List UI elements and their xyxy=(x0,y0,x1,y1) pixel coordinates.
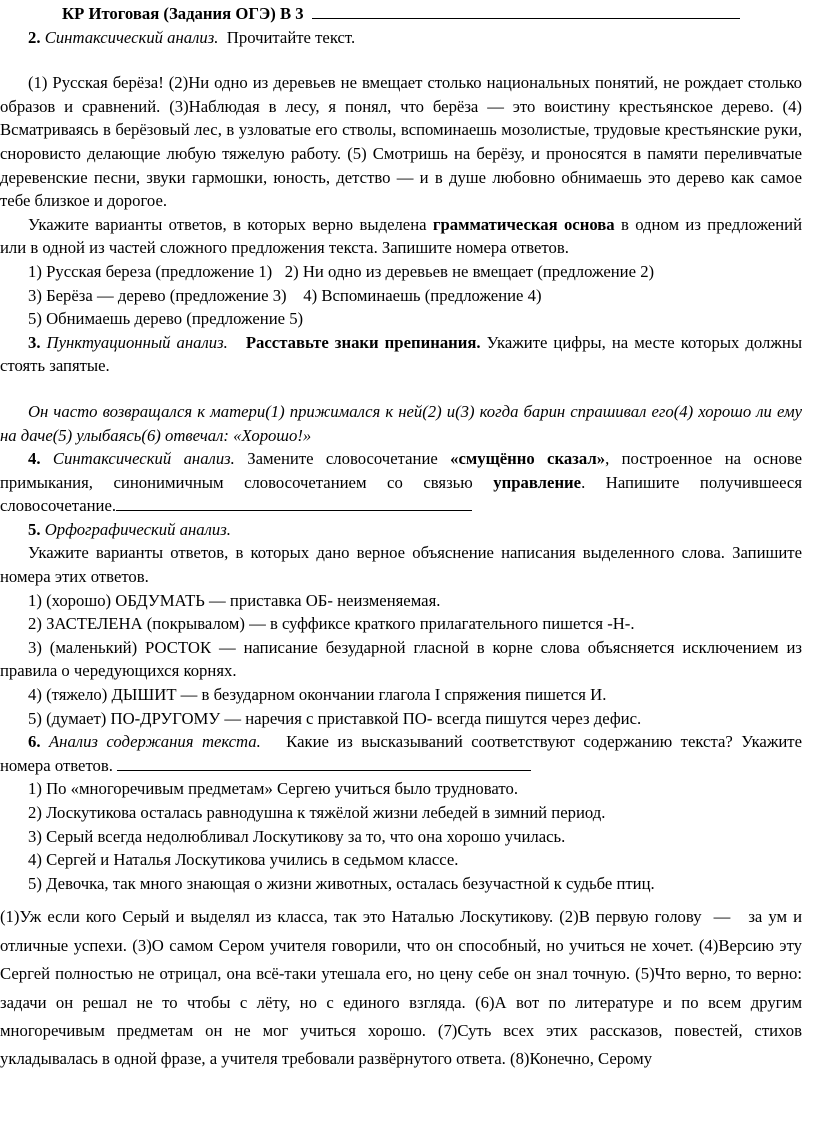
spacer xyxy=(0,895,816,903)
task4-label: Синтаксический анализ. xyxy=(52,449,235,469)
task3-sentence-text: Он часто возвращался к матери(1) прижимался к ней(2) и(3) когда барин спрашивал его(4) хорошо ли ему на даче(5) улыбаясь(6) отвечал: «Хорошо!» xyxy=(0,401,802,445)
task2-question-bold: грамматическая основа xyxy=(432,214,615,234)
task2-number: 2. xyxy=(28,27,41,47)
task2-options-row-1: 1) Русская береза (предложение 1) 2) Ни одно из деревьев не вмещает (предложение 2) xyxy=(28,261,655,281)
task6-label: Анализ содержания текста. xyxy=(48,732,261,752)
task2-instruction: Прочитайте текст. xyxy=(226,27,356,47)
task6-option: 5) Девочка, так много знающая о жизни животных, осталась безучастной к судьбе птиц. xyxy=(28,873,655,893)
task2-text: (1) Русская берёза! (2)Ни одно из деревьев не вмещает столько национальных понятий, не рождает столько образов и сравнений. (3)Наблюдая в лесу, я понял, что берёза — это воистину крестьянское дерево. (4) Всматриваясь в берёзовый лес, в узловатые его стволы, вспоминаешь мозолистые, трудовые крестьянские руки, сноровисто делающие любую тяжелую работу. (5) Смотришь на берёзу, и проносятся в памяти переливчатые деревенские песни, звуки гармошки, юность, детство — и в душе любовно обнимаешь это дерево как самое тебе близкое и дорогое. xyxy=(0,73,802,211)
task5-option: 2) ЗАСТЕЛЕНА (покрывалом) — в суффиксе краткого прилагательного пишется -Н-. xyxy=(28,614,635,634)
task5-question: Укажите варианты ответов, в которых дано верное объяснение написания выделенного слова. Запишите номера этих ответов. xyxy=(0,543,802,587)
task5-option: 4) (тяжело) ДЫШИТ — в безударном окончании глагола I спряжения пишется И. xyxy=(28,685,607,705)
task6-option: 2) Лоскутикова осталась равнодушна к тяжёлой жизни лебедей в зимний период. xyxy=(28,803,606,822)
task3-instruction: Укажите цифры, на месте которых должны стоять запятые. xyxy=(0,332,803,376)
task2-question-start: Укажите варианты ответов, в которых верно выделена xyxy=(28,214,433,234)
task5-option: 5) (думает) ПО-ДРУГОМУ — наречия с приставкой ПО- всегда пишутся через дефис. xyxy=(28,708,642,728)
task5-option: 3) (маленький) РОСТОК — написание безударной гласной в корне слова объясняется исключением из правила о чередующихся корнях. xyxy=(0,637,802,681)
task6-heading xyxy=(0,730,802,777)
task2-options-row-3: 5) Обнимаешь дерево (предложение 5) xyxy=(28,309,304,329)
task4-text-2: , построенное на основе примыкания, синонимичным словосочетанием со связью xyxy=(0,449,803,492)
task4-text-3: . Напишите получившееся словосочетание. xyxy=(0,472,802,516)
task6-answer-line[interactable] xyxy=(117,754,531,771)
name-answer-line[interactable] xyxy=(312,4,740,19)
task6-number: 6. xyxy=(28,732,41,752)
task5-option: 1) (хорошо) ОБДУМАТЬ — приставка ОБ- неизменяемая. xyxy=(28,590,441,610)
task6-option: 1) По «многоречивым предметам» Сергею учиться было трудновато. xyxy=(28,779,518,799)
task2-question-end: в одном из предложений или в одной из частей сложного предложения текста. Запишите номера ответов. xyxy=(0,214,803,258)
task4-phrase: «смущённо сказал» xyxy=(450,449,606,469)
header-title: КР Итоговая (Задания ОГЭ) В 3 xyxy=(62,4,304,23)
task2-question xyxy=(0,213,802,260)
task3-number: 3. xyxy=(28,332,41,352)
task3-heading xyxy=(0,331,802,378)
task5-label: Орфографический анализ. xyxy=(44,519,231,539)
worksheet-header xyxy=(0,2,816,26)
reading-passage: (1)Уж если кого Серый и выделял из класса, так это Наталью Лоскутикову. (2)В первую голову — за ум и отличные успехи. (3)О самом Сером учителя говорили, что он способный, но учиться не хочет. (4)Версию эту Сергей полностью не отрицал, она всё-таки утешала его, но цену себе он знал точную. (5)Что верно, то верно: задачи он решал не то чтобы с лёту, но с единого взгляда. (6)А вот по литературе и по всем другим многоречивым предметам он не мог учиться хорошо. (7)Суть всех этих рассказов, повестей, стихов укладывалась в одной фразе, а учителя требовали развёрнутого ответа. (8)Конечно, Серому xyxy=(0,907,807,1069)
task4-answer-line[interactable] xyxy=(116,494,472,511)
task2-heading xyxy=(0,26,802,50)
task6-question: Какие из высказываний соответствуют содержанию текста? Укажите номера ответов. xyxy=(0,732,803,775)
task4-block xyxy=(0,447,802,518)
task6-option: 4) Сергей и Наталья Лоскутикова учились в седьмом классе. xyxy=(28,850,459,870)
task5-heading xyxy=(0,518,802,542)
task4-link-type: управление xyxy=(493,472,582,492)
task2-options-row-2: 3) Берёза — дерево (предложение 3) 4) Вспоминаешь (предложение 4) xyxy=(28,285,542,305)
task3-sentence xyxy=(0,400,802,447)
task3-label: Пунктуационный анализ. xyxy=(46,332,228,352)
spacer xyxy=(0,378,816,400)
task4-number: 4. xyxy=(28,449,41,469)
task3-bold-instruction: Расставьте знаки препинания. xyxy=(245,332,481,352)
task2-label: Синтаксический анализ. xyxy=(44,27,219,47)
task4-text-1: Замените словосочетание xyxy=(234,449,451,469)
task5-number: 5. xyxy=(28,519,41,539)
task6-option: 3) Серый всегда недолюбливал Лоскутикову за то, что она хорошо училась. xyxy=(28,826,566,846)
spacer xyxy=(0,49,816,71)
